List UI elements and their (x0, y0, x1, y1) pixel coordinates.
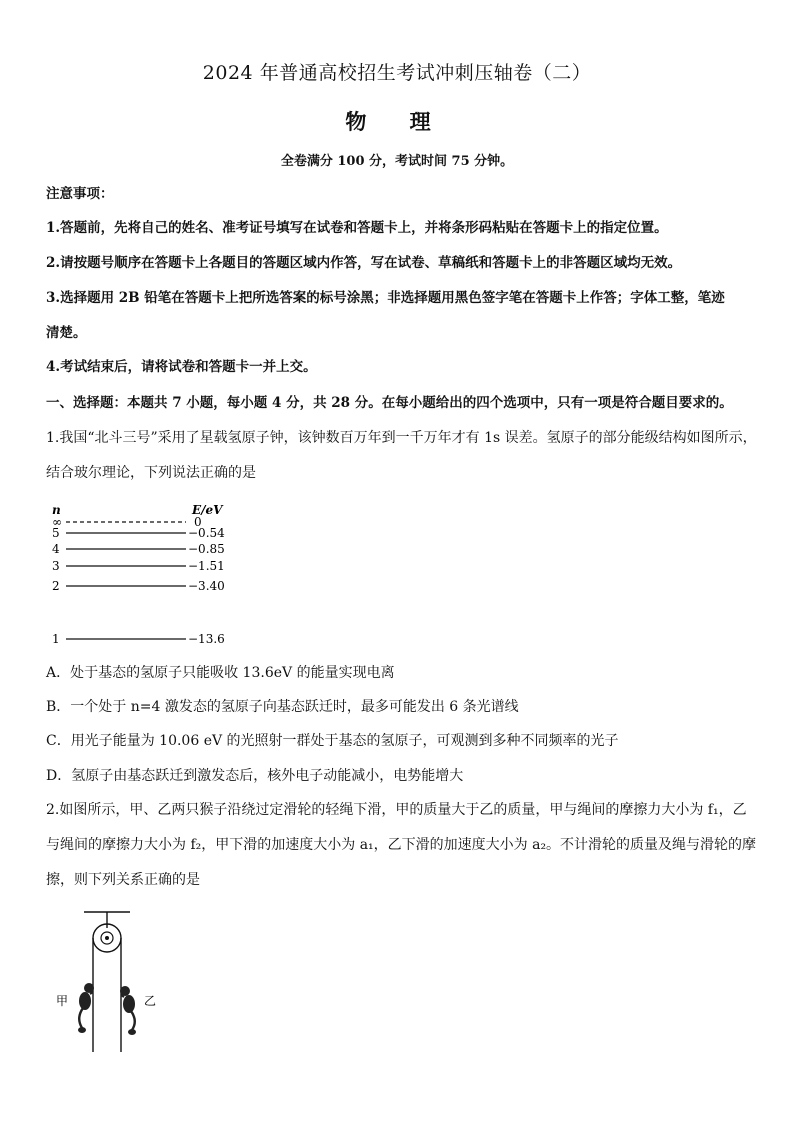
exam-meta: 全卷满分 100 分，考试时间 75 分钟。 (280, 154, 514, 169)
level-e-label: −0.54 (188, 526, 225, 540)
energy-level-diagram (46, 500, 236, 650)
pulley-monkeys-diagram (52, 906, 162, 1054)
note-item: 4.考试结束后，请将试卷和答题卡一并上交。 (46, 359, 317, 375)
level-n-label: 4 (52, 542, 60, 556)
q2-stem: 擦，则下列关系正确的是 (46, 872, 200, 888)
level-e-label: −1.51 (188, 559, 225, 573)
n-axis-label: n (52, 503, 61, 517)
q1-option-d: D．氢原子由基态跃迁到激发态后，核外电子动能减小，电势能增大 (46, 768, 464, 784)
q1-option-b: B．一个处于 n=4 激发态的氢原子向基态跃迁时，最多可能发出 6 条光谱线 (46, 699, 519, 715)
level-n-label: 5 (52, 526, 60, 540)
level-n-label: 2 (52, 579, 60, 593)
label-yi: 乙 (144, 994, 157, 1008)
note-item: 1.答题前，先将自己的姓名、准考证号填写在试卷和答题卡上，并将条形码粘贴在答题卡上的指定位置。 (46, 220, 668, 236)
monkey-jia-icon (78, 983, 94, 1033)
note-item: 3.选择题用 2B 铅笔在答题卡上把所选答案的标号涂黑；非选择题用黑色签字笔在答题卡上作答；字体工整，笔迹 (46, 290, 725, 306)
level-e-label: −13.6 (188, 632, 225, 646)
level-e-label: −0.85 (188, 542, 225, 556)
note-item: 清楚。 (46, 325, 87, 341)
note-item: 2.请按题号顺序在答题卡上各题目的答题区域内作答，写在试卷、草稿纸和答题卡上的非答题区域均无效。 (46, 255, 682, 271)
exam-title: 2024 年普通高校招生考试冲刺压轴卷（二） (202, 62, 592, 84)
q1-option-c: C．用光子能量为 10.06 eV 的光照射一群处于基态的氢原子，可观测到多种不同频率的光子 (46, 733, 619, 749)
level-n-label: ∞ (52, 515, 62, 529)
section-heading: 一、选择题：本题共 7 小题，每小题 4 分，共 28 分。在每小题给出的四个选项中，只有一项是符合题目要求的。 (46, 395, 733, 411)
q1-option-a: A．处于基态的氢原子只能吸收 13.6eV 的能量实现电离 (46, 665, 395, 681)
q2-stem: 与绳间的摩擦力大小为 f₂，甲下滑的加速度大小为 a₁，乙下滑的加速度大小为 a₂。不计滑轮的质量及绳与滑轮的摩 (46, 837, 757, 853)
level-n-label: 1 (52, 632, 60, 646)
level-e-label: 0 (194, 515, 202, 529)
e-axis-label: E/eV (192, 503, 223, 517)
q2-stem: 2.如图所示，甲、乙两只猴子沿绕过定滑轮的轻绳下滑，甲的质量大于乙的质量，甲与绳间的摩擦力大小为 f₁，乙 (46, 802, 747, 818)
q1-stem: 1.我国“北斗三号”采用了星载氢原子钟，该钟数百万年到一千万年才有 1s 误差。氢原子的部分能级结构如图所示， (46, 430, 757, 446)
level-n-label: 3 (52, 559, 60, 573)
level-e-label: −3.40 (188, 579, 225, 593)
q1-stem: 结合玻尔理论，下列说法正确的是 (46, 465, 256, 481)
pulley-center (105, 936, 109, 940)
notes-heading: 注意事项： (46, 186, 114, 202)
monkey-yi-icon (120, 986, 136, 1035)
label-jia: 甲 (56, 994, 69, 1008)
subject-title: 物 理 (345, 109, 449, 134)
